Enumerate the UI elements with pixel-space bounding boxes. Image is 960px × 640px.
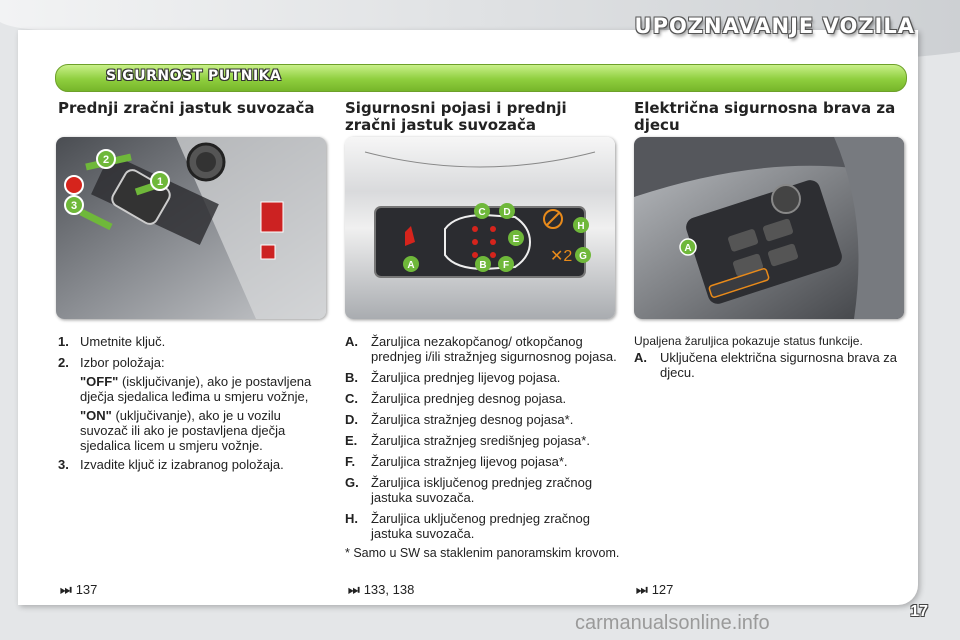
- list-item: [345, 454, 620, 469]
- item-key: 3.: [58, 457, 69, 472]
- photo2-label-f: F: [502, 260, 510, 271]
- item-key: H.: [345, 511, 358, 526]
- item-text: Žaruljica stražnjeg lijevog pojasa*.: [371, 454, 568, 469]
- item-key: F.: [345, 454, 356, 469]
- item-text: Umetnite ključ.: [80, 334, 166, 349]
- item-key: B.: [345, 370, 358, 385]
- list-item: [345, 412, 620, 427]
- list-item: [345, 511, 620, 541]
- item-text: Žaruljica uključenog prednjeg zračnog jastuka suvozača.: [371, 511, 590, 541]
- child-lock-switch-photo: [634, 137, 904, 319]
- col2-heading: Sigurnosni pojasi i prednji zračni jastuk suvozača: [345, 99, 567, 134]
- col2-list: [345, 334, 620, 547]
- list-item: [634, 350, 904, 380]
- item-key: C.: [345, 391, 358, 406]
- photo1-label-1: 1: [156, 176, 164, 188]
- item-text: Žaruljica prednjeg lijevog pojasa.: [371, 370, 561, 385]
- item-key: 2.: [58, 355, 69, 370]
- list-item: [58, 355, 328, 370]
- photo2-label-e: E: [512, 234, 520, 245]
- seatbelt-warning-panel-photo: [345, 137, 615, 319]
- footnote: * Samo u SW sa staklenim panoramskim krovom.: [345, 546, 620, 560]
- off-key: "OFF": [80, 374, 119, 389]
- off-option: [80, 374, 328, 404]
- item-text: Žaruljica stražnjeg desnog pojasa*.: [371, 412, 574, 427]
- item-key: A.: [634, 350, 647, 365]
- item-key: G.: [345, 475, 359, 490]
- item-text: Žaruljica nezakopčanog/ otkopčanog prednjeg i/ili stražnjeg sigurnosnog pojasa.: [371, 334, 617, 364]
- photo2-label-c: C: [478, 207, 486, 218]
- photo1-label-3: 3: [70, 200, 78, 212]
- list-item: [345, 475, 620, 505]
- col2-page-ref[interactable]: [348, 582, 414, 598]
- photo2-label-d: D: [503, 207, 511, 218]
- page-number: 17: [910, 603, 928, 620]
- list-item: [345, 433, 620, 448]
- photo3-label-a: A: [684, 243, 692, 254]
- col3-intro: Upaljena žaruljica pokazuje status funkcije.: [634, 334, 863, 348]
- item-key: D.: [345, 412, 358, 427]
- on-text: (uključivanje), ako je u vozilu suvozač ili ako je postavljena dječja sjedalica licem u smjeru vožnje.: [80, 408, 286, 453]
- page-title: UPOZNAVANJE VOZILA: [634, 14, 915, 38]
- list-item: [345, 370, 620, 385]
- item-text: Žaruljica isključenog prednjeg zračnog jastuka suvozača.: [371, 475, 593, 505]
- section-bar: [55, 64, 907, 92]
- skip-arrow-icon: ⏭: [60, 582, 72, 597]
- photo2-label-h: H: [577, 221, 585, 232]
- col3-list: [634, 350, 904, 386]
- photo2-label-a: A: [407, 260, 415, 271]
- skip-arrow-icon: ⏭: [348, 582, 360, 597]
- photo2-label-g: G: [579, 251, 587, 262]
- item-text: Izbor položaja:: [80, 355, 165, 370]
- on-option: [80, 408, 328, 453]
- airbag-key-switch-photo: [56, 137, 326, 319]
- svg-text:✕2: ✕2: [550, 248, 573, 265]
- skip-arrow-icon: ⏭: [636, 582, 648, 597]
- item-key: E.: [345, 433, 358, 448]
- item-key: A.: [345, 334, 358, 349]
- list-item: [58, 457, 328, 472]
- col1-list: [58, 334, 328, 478]
- item-text: Izvadite ključ iz izabranog položaja.: [80, 457, 284, 472]
- col3-page-ref[interactable]: [636, 582, 673, 598]
- item-text: Žaruljica stražnjeg središnjeg pojasa*.: [371, 433, 590, 448]
- col3-heading: Električna sigurnosna brava za djecu: [634, 99, 896, 134]
- ref-pages: 133, 138: [363, 582, 415, 597]
- photo2-label-b: B: [479, 260, 487, 271]
- photo1-label-2: 2: [102, 154, 110, 166]
- watermark: carmanualsonline.info: [575, 612, 770, 634]
- item-text: Žaruljica prednjeg desnog pojasa.: [371, 391, 567, 406]
- list-item: [345, 391, 620, 406]
- item-key: 1.: [58, 334, 69, 349]
- on-key: "ON": [80, 408, 112, 423]
- list-item: [58, 334, 328, 349]
- ref-pages: 137: [75, 582, 98, 597]
- list-item: [345, 334, 620, 364]
- ref-pages: 127: [651, 582, 674, 597]
- col1-page-ref[interactable]: [60, 582, 97, 598]
- col1-heading: Prednji zračni jastuk suvozača: [58, 99, 315, 117]
- section-title: SIGURNOST PUTNIKA: [106, 68, 282, 84]
- item-text: Uključena električna sigurnosna brava za djecu.: [660, 350, 898, 380]
- off-text: (isključivanje), ako je postavljena dječja sjedalica leđima u smjeru vožnje,: [80, 374, 312, 404]
